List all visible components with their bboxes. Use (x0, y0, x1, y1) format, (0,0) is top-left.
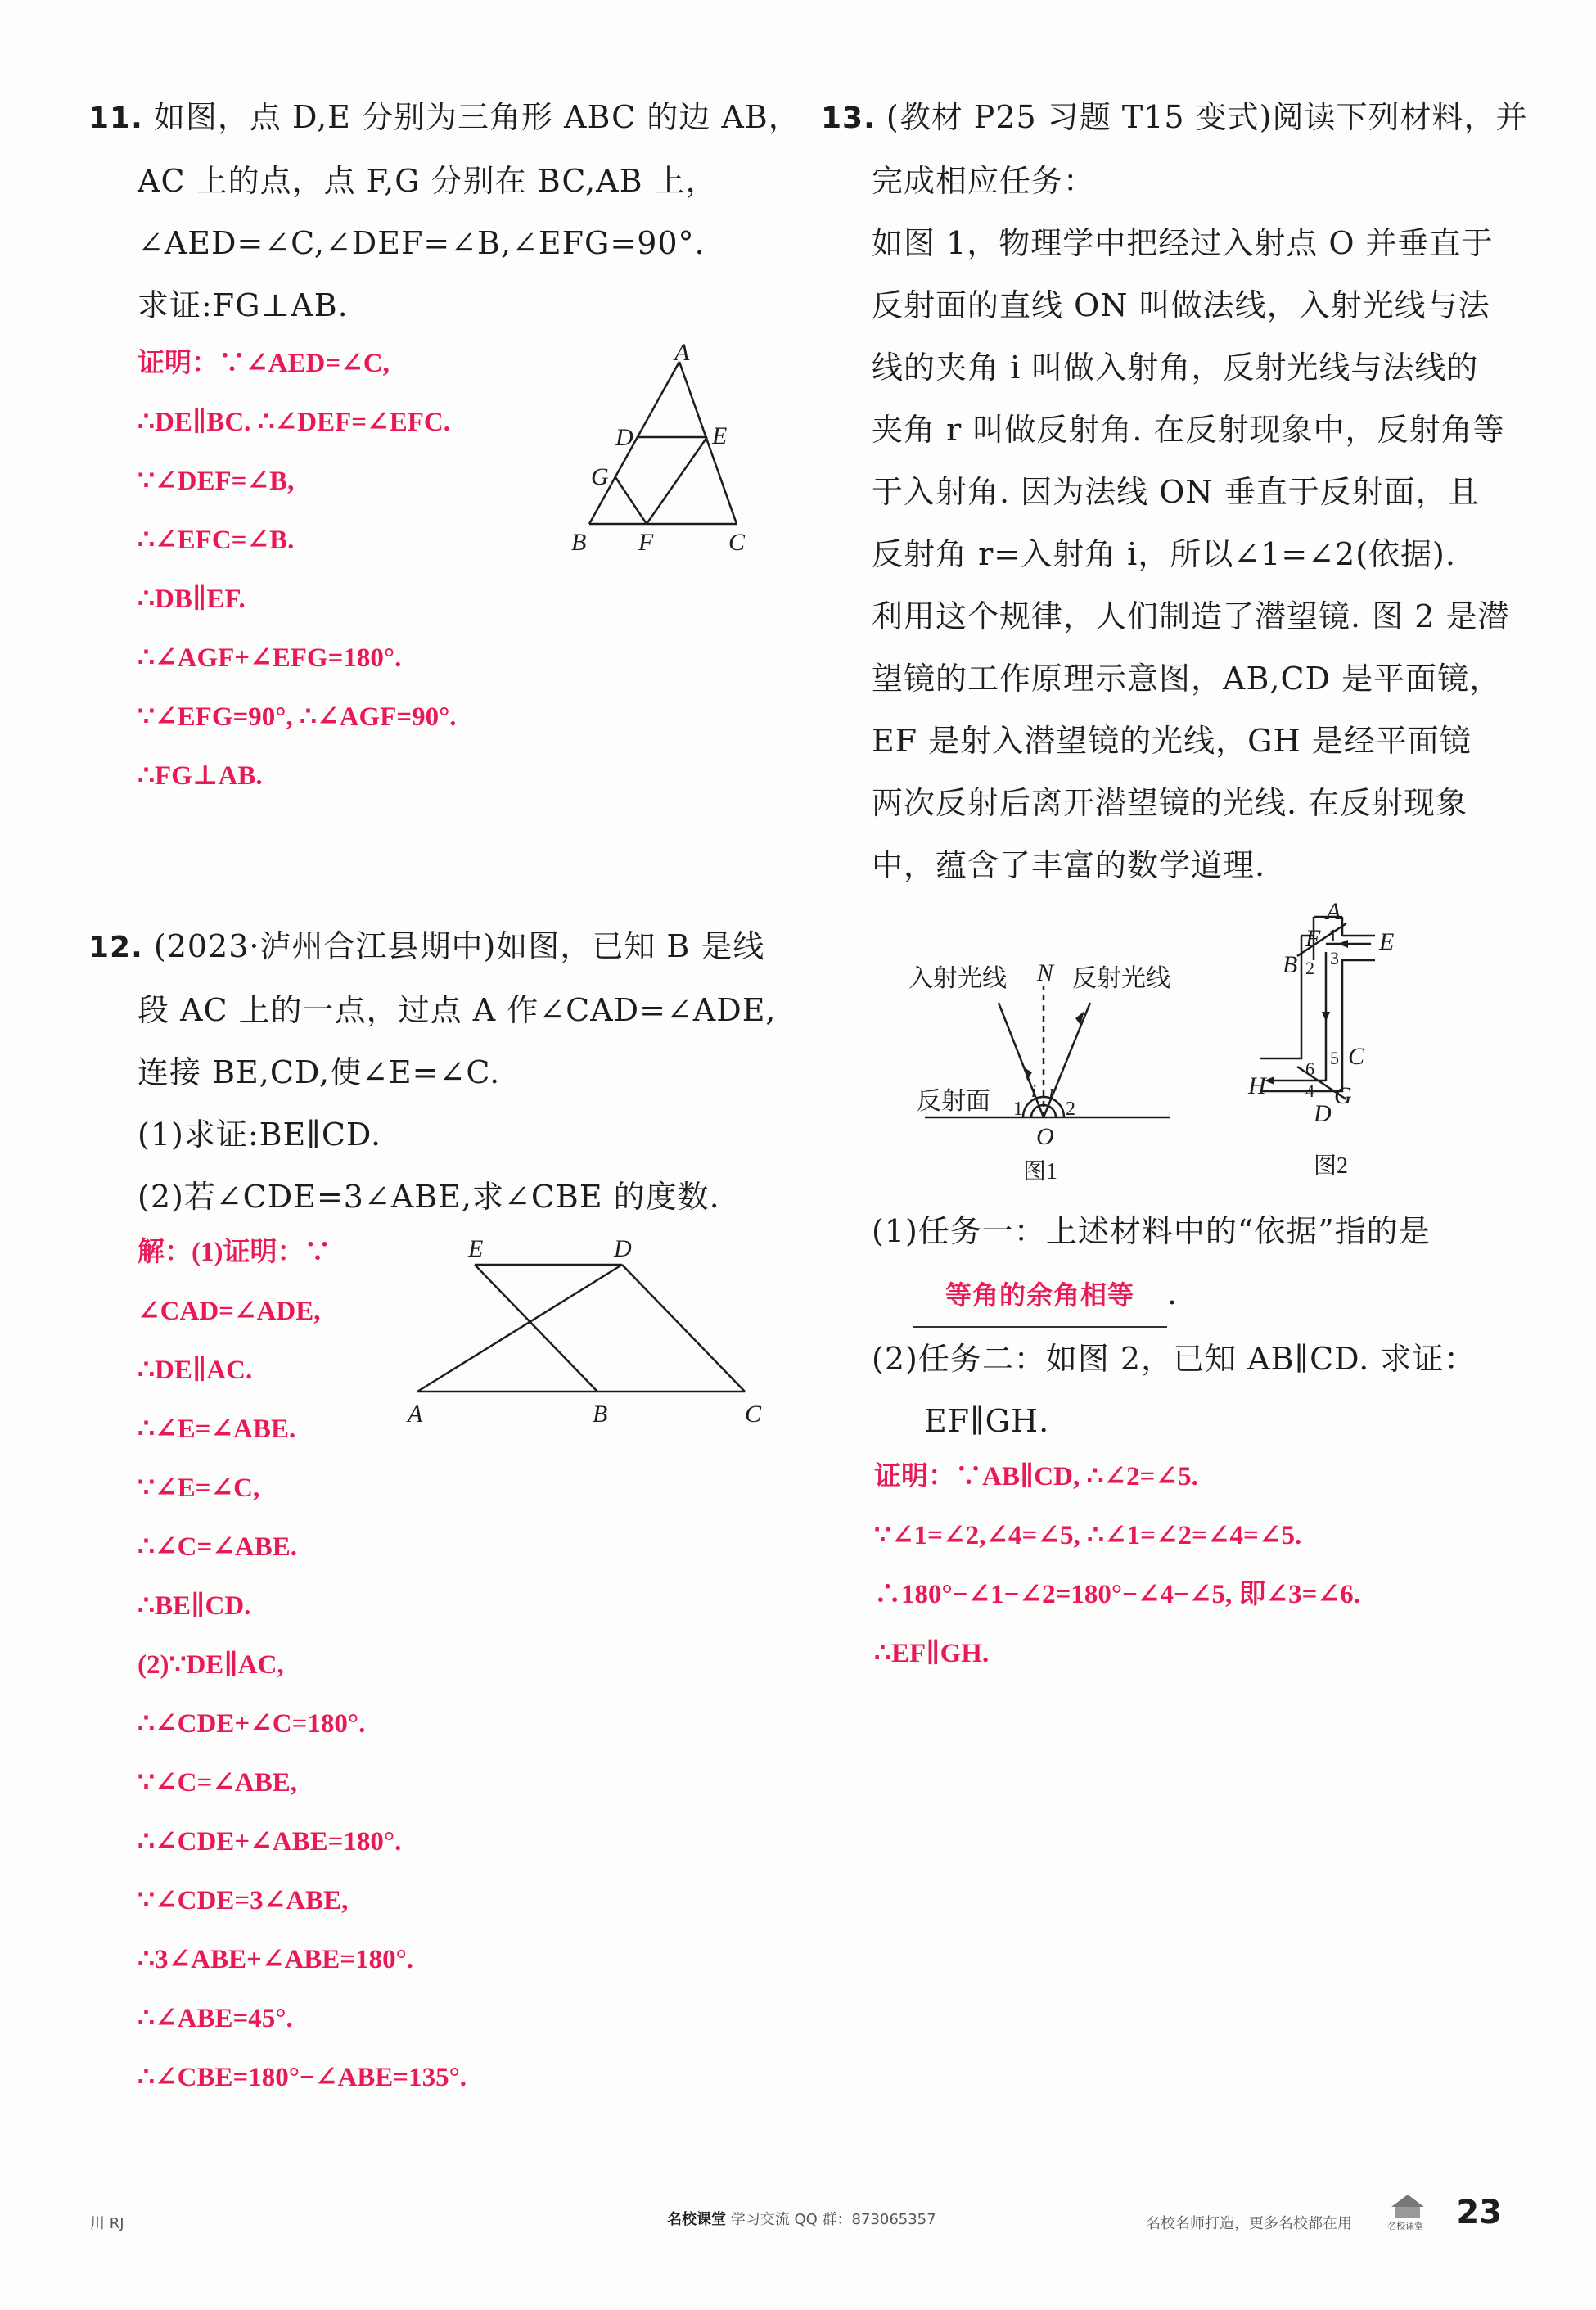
label-A: A (674, 339, 690, 366)
q13-number: 13. (821, 102, 876, 135)
q12-figure (393, 1232, 769, 1437)
q13-line-7: 于入射角. 因为法线 ON 垂直于反射面，且 (872, 474, 1480, 510)
label-B: B (571, 529, 587, 556)
task-2-line-2: EF∥GH. (924, 1403, 1050, 1439)
q11-line-2: AC 上的点，点 F,G 分别在 BC,AB 上， (138, 163, 718, 199)
label-2: 2 (1066, 1099, 1075, 1120)
q12-answer-line: ∴∠C=∠ABE. (138, 1532, 298, 1562)
footer-center (667, 2208, 936, 2229)
label-i: i (1031, 1081, 1037, 1101)
label-D: D (615, 424, 633, 451)
angle-4: 4 (1305, 1081, 1314, 1101)
label-B: B (593, 1401, 608, 1428)
q11-answer-line: ∴∠AGF+∠EFG=180°. (138, 643, 402, 673)
label-A: A (408, 1401, 423, 1428)
angle-5: 5 (1330, 1048, 1339, 1068)
label-H: H (1248, 1072, 1266, 1099)
label-O: O (1036, 1123, 1054, 1150)
label-D: D (614, 1235, 632, 1262)
q11-answer-line: ∵∠EFG=90°, ∴∠AGF=90°. (138, 702, 457, 732)
q11-answer-line: ∴FG⊥AB. (138, 761, 263, 791)
incoming-arrow (1338, 940, 1348, 948)
reflected-label: 反射光线 (1072, 965, 1170, 992)
q13-line-1: 13. (教材 P25 习题 T15 变式)阅读下列材料，并 (821, 99, 1528, 135)
question-12 (88, 915, 777, 1228)
angle-2: 2 (1305, 958, 1314, 978)
angle-6: 6 (1305, 1058, 1314, 1079)
label-C: C (745, 1401, 762, 1428)
q11-answer-line: ∴DB∥EF. (138, 584, 246, 614)
q13-tasks (872, 1200, 1576, 1452)
q11-triangle-figure (557, 339, 753, 565)
q12-line-4: (1)求证:BE∥CD. (138, 1117, 382, 1153)
q11-line-3: ∠AED=∠C,∠DEF=∠B,∠EFG=90°. (138, 225, 706, 261)
q11-number: 11. (88, 102, 143, 135)
q11-answer (138, 334, 457, 805)
label-F: F (638, 529, 654, 556)
q13-line-10: 望镜的工作原理示意图，AB,CD 是平面镜， (872, 661, 1502, 697)
label-E: E (1379, 928, 1395, 955)
task-1-answer: 等角的余角相等 (913, 1264, 1167, 1328)
q13-line-9: 利用这个规律，人们制造了潜望镜. 图 2 是潜 (872, 598, 1510, 634)
incident-label: 入射光线 (908, 965, 1007, 992)
label-1: 1 (1013, 1099, 1023, 1120)
q13-line-11: EF 是射入潜望镜的光线，GH 是经平面镜 (872, 723, 1472, 759)
middle-arrow (1322, 1012, 1330, 1022)
q13-line-3: 如图 1，物理学中把经过入射点 O 并垂直于 (872, 225, 1494, 261)
q13-answer (874, 1447, 1360, 1683)
q12-line-5: (2)若∠CDE=3∠ABE,求∠CBE 的度数. (138, 1179, 720, 1215)
label-G: G (591, 463, 609, 490)
q13-line-2: 完成相应任务： (872, 163, 1096, 199)
figure-1-caption: 图1 (1023, 1159, 1058, 1184)
label-N: N (1037, 959, 1054, 986)
q13-line-8: 反射角 r=入射角 i，所以∠1=∠2(依据). (872, 536, 1456, 572)
footer-qq: 学习交流 QQ 群：873065357 (730, 2211, 936, 2228)
outgoing-arrow (1265, 1076, 1274, 1085)
q13-figure-2 (1248, 898, 1469, 1185)
question-11 (88, 86, 800, 336)
q12-answer-line: ∴3∠ABE+∠ABE=180°. (138, 1945, 414, 1974)
q12-answer-line: ∵∠CDE=3∠ABE, (138, 1886, 349, 1915)
q12-answer-line: ∠CAD=∠ADE, (138, 1297, 321, 1326)
task-1-answer-line: 等角的余角相等 . (872, 1262, 1576, 1328)
q13-line-4: 反射面的直线 ON 叫做法线，入射光线与法 (872, 287, 1490, 323)
q12-answer-line: ∴∠ABE=45°. (138, 2004, 293, 2033)
q12-answer-line: ∵∠C=∠ABE, (138, 1768, 298, 1798)
label-C: C (1348, 1043, 1365, 1070)
q13-figure-1 (908, 950, 1179, 1187)
q13-line-5: 线的夹角 i 叫做入射角，反射光线与法线的 (872, 350, 1479, 386)
q12-answer-line: ∴∠E=∠ABE. (138, 1414, 296, 1444)
q12-answer-line: ∴∠CDE+∠ABE=180°. (138, 1827, 402, 1857)
q12-line-1: 12. (2023·泸州合江县期中)如图，已知 B 是线 (88, 928, 765, 964)
q12-answer-line: ∴BE∥CD. (138, 1591, 251, 1621)
q13-answer-line: ∴180°−∠1−∠2=180°−∠4−∠5, 即∠3=∠6. (874, 1580, 1360, 1609)
angle-3: 3 (1330, 948, 1339, 968)
label-r: r (1049, 1081, 1057, 1101)
label-A: A (1326, 898, 1341, 925)
question-13 (821, 86, 1558, 896)
q12-answer-line: ∴∠CBE=180°−∠ABE=135°. (138, 2063, 467, 2092)
q12-answer-line: ∵∠E=∠C, (138, 1473, 260, 1503)
logo-text: 名校课堂 (1387, 2221, 1423, 2231)
q13-answer-line: 证明：∵AB∥CD, ∴∠2=∠5. (874, 1462, 1198, 1491)
label-E: E (468, 1235, 484, 1262)
brand-logo (1387, 2192, 1428, 2229)
q12-answer-line: ∴∠CDE+∠C=180°. (138, 1709, 366, 1739)
q12-line-3: 连接 BE,CD,使∠E=∠C. (138, 1054, 501, 1090)
q13-line-13: 中，蕴含了丰富的数学道理. (872, 847, 1266, 883)
label-E: E (712, 422, 728, 449)
q11-answer-line: ∴∠EFC=∠B. (138, 526, 295, 555)
q12-answer-line: 解：(1)证明：∵ (138, 1238, 331, 1267)
page-number: 23 (1456, 2194, 1502, 2231)
task-2-line-1: (2)任务二：如图 2，已知 AB∥CD. 求证： (872, 1341, 1477, 1377)
surface-label: 反射面 (917, 1088, 990, 1115)
q13-line-12: 两次反射后离开潜望镜的光线. 在反射现象 (872, 785, 1468, 821)
label-F: F (1305, 925, 1321, 952)
angle-1: 1 (1328, 925, 1337, 945)
q13-line-6: 夹角 r 叫做反射角. 在反射现象中，反射角等 (872, 412, 1505, 448)
q13-answer-line: ∴EF∥GH. (874, 1639, 990, 1668)
q12-answer-line: ∴DE∥AC. (138, 1356, 253, 1385)
q12-line-2: 段 AC 上的一点，过点 A 作∠CAD=∠ADE, (138, 992, 777, 1028)
footer-left: 川 RJ (90, 2215, 124, 2232)
q11-line-4: 求证:FG⊥AB. (138, 287, 349, 323)
footer-right: 名校名师打造，更多名校都在用 (1146, 2215, 1352, 2232)
figure-2-caption: 图2 (1314, 1153, 1349, 1179)
q11-answer-line: 证明：∵∠AED=∠C, (138, 349, 390, 378)
q11-line-1: 11. 如图，点 D,E 分别为三角形 ABC 的边 AB， (88, 99, 800, 135)
q12-answer-line: (2)∵DE∥AC, (138, 1650, 284, 1680)
label-C: C (728, 529, 746, 556)
footer-brand: 名校课堂 (667, 2211, 726, 2228)
q11-answer-line: ∵∠DEF=∠B, (138, 467, 295, 496)
q12-number: 12. (88, 931, 143, 964)
label-D: D (1314, 1100, 1332, 1127)
q11-answer-line: ∴DE∥BC. ∴∠DEF=∠EFC. (138, 408, 450, 437)
q13-answer-line: ∵∠1=∠2,∠4=∠5, ∴∠1=∠2=∠4=∠5. (874, 1521, 1302, 1550)
label-B: B (1283, 951, 1298, 978)
task-1-prompt: (1)任务一：上述材料中的“依据”指的是 (872, 1213, 1431, 1249)
label-G: G (1334, 1082, 1352, 1109)
incident-arrow (1024, 1067, 1032, 1081)
